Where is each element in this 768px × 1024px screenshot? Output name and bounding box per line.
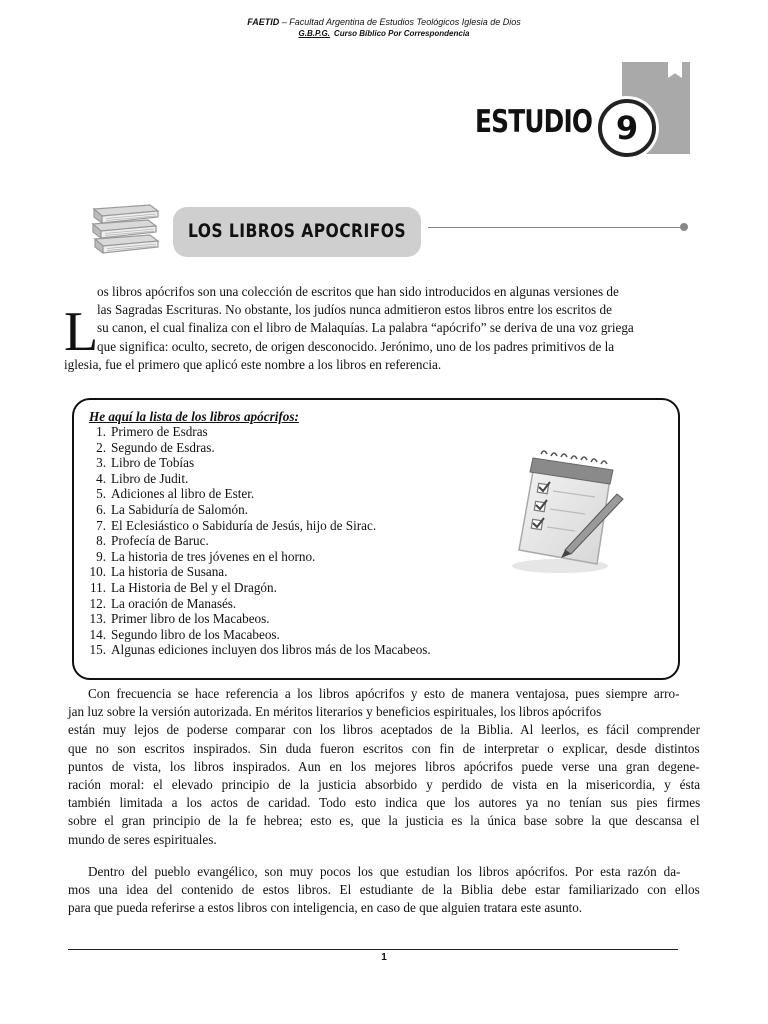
footer-rule — [68, 949, 678, 950]
list-item — [72, 533, 431, 549]
intro-line: os libros apócrifos son una colección de escritos que han sido introducidos en algunas versiones de — [97, 284, 619, 299]
header-org-rest: – Facultad Argentina de Estudios Teológicos Iglesia de Dios — [279, 17, 521, 27]
list-item — [72, 642, 431, 658]
apocrypha-list — [72, 424, 431, 658]
list-item-number: 9. — [96, 548, 106, 564]
list-item-number: 2. — [96, 439, 106, 455]
list-item — [72, 424, 431, 440]
list-item-text: Segundo de Esdras. — [111, 439, 215, 455]
list-item-text: Profecía de Baruc. — [111, 533, 209, 549]
list-item — [72, 455, 431, 471]
list-item-number: 1. — [96, 424, 106, 439]
header-course-name: Curso Bíblico Por Correspondencia — [333, 29, 470, 38]
intro-line: iglesia, fue el primero que aplicó este nombre a los libros en referencia. — [64, 356, 442, 372]
body-line: mos una idea del contenido de estos libros. El estudiante de la Biblia debe estar familiarizado con ellos — [68, 882, 700, 898]
drop-cap: L — [64, 301, 99, 363]
body-line: mundo de seres espirituales. — [68, 831, 217, 847]
body-line: también limitada a los actos de caridad. Todo esto indica que los autores ya no tenían sus pies firmes — [68, 795, 701, 811]
list-item-text: La historia de tres jóvenes en el horno. — [111, 548, 316, 564]
list-item-number: 14. — [89, 626, 106, 642]
section-title: LOS LIBROS APOCRIFOS — [188, 220, 407, 242]
body-line: Con frecuencia se hace referencia a los libros apócrifos y esto de manera ventajosa, pues siempre arro- — [88, 686, 680, 701]
list-item-text: Primero de Esdras — [111, 424, 208, 439]
body-line: están muy lejos de poderse comparar con los libros aceptados de la Biblia. Al leerlos, es fácil comprender — [68, 722, 700, 738]
header-course-code: G.B.P.G. — [298, 29, 330, 38]
list-item — [72, 486, 431, 502]
list-item-number: 4. — [96, 470, 106, 486]
list-item — [72, 627, 431, 643]
list-item-text: La Sabiduría de Salomón. — [111, 501, 248, 517]
checklist-notepad-icon — [505, 446, 625, 576]
header-course — [0, 29, 768, 38]
list-item-text: El Eclesiástico o Sabiduría de Jesús, hijo de Sirac. — [111, 517, 377, 533]
list-item-number: 5. — [96, 486, 106, 502]
list-item-text: La Historia de Bel y el Dragón. — [111, 579, 277, 595]
list-item-number: 7. — [96, 517, 106, 533]
list-item-number: 10. — [89, 564, 106, 580]
title-rule-dot — [680, 223, 688, 231]
page-number: 1 — [381, 952, 387, 963]
list-item-text: La oración de Manasés. — [111, 595, 237, 611]
list-item — [72, 580, 431, 596]
body-line: jan luz sobre la versión autorizada. En méritos literarios y beneficios espirituales, los libros apócrifos — [68, 704, 602, 720]
study-number: 9 — [615, 109, 639, 147]
body-paragraph-1 — [68, 685, 700, 849]
intro-line: las Sagradas Escrituras. No obstante, los judíos nunca admitieron estos libros entre los escritos de — [97, 302, 612, 318]
intro-paragraph — [64, 283, 699, 374]
intro-line: que significa: oculto, secreto, de origen desconocido. Jerónimo, uno de los padres primitivos de la — [97, 338, 615, 354]
intro-line: su canon, el cual finaliza con el libro de Malaquías. La palabra “apócrifo” se deriva de una voz griega — [97, 320, 634, 336]
list-item — [72, 518, 431, 534]
list-item — [72, 440, 431, 456]
stacked-books-icon — [90, 203, 160, 261]
body-line: Dentro del pueblo evangélico, son muy pocos los que estudian los libros apócrifos. Por esta razón da- — [88, 864, 681, 879]
list-item-text: Algunas ediciones incluyen dos libros más de los Macabeos. — [111, 642, 431, 658]
header-institution — [0, 17, 768, 27]
body-line: sobre el gran principio de la fe hebrea; esto es, que la justicia es la única base sobre la que descansa el — [68, 813, 700, 829]
list-item — [72, 471, 431, 487]
list-item — [72, 549, 431, 565]
list-title: He aquí la lista de los libros apócrifos: — [89, 409, 299, 424]
list-item — [72, 502, 431, 518]
body-paragraph-2 — [68, 863, 700, 918]
body-line: para que pueda referirse a estos libros con inteligencia, en caso de que alguien tratara este asunto. — [68, 900, 583, 916]
list-item — [72, 596, 431, 612]
body-line: ración moral: el elevado principio de la justicia absorbido y perdido de vista en la misericordia, y ésta — [68, 777, 701, 793]
body-line: puntos de vista, los libros inspirados. Aun en los mejores libros apócrifos puede verse una gran degene- — [68, 758, 700, 774]
header-org-name: FAETID — [247, 17, 280, 27]
study-label: ESTUDIO — [475, 104, 593, 140]
list-item-text: Adiciones al libro de Ester. — [111, 486, 255, 502]
list-item-number: 12. — [89, 595, 106, 611]
list-item-text: Segundo libro de los Macabeos. — [111, 626, 280, 642]
list-item-number: 13. — [89, 611, 106, 627]
list-item-number: 11. — [90, 579, 106, 595]
list-item — [72, 564, 431, 580]
list-item-text: Primer libro de los Macabeos. — [111, 611, 270, 627]
list-item-number: 8. — [96, 533, 106, 549]
bookmark-notch — [668, 62, 682, 78]
list-item-text: Libro de Tobías — [111, 455, 195, 471]
list-item — [72, 611, 431, 627]
body-line: que no son escritos inspirados. Sin duda fueron escritos con fin de interpretar o explicar, desde distintos — [68, 740, 700, 756]
list-item-number: 6. — [96, 501, 106, 517]
list-item-number: 15. — [89, 642, 106, 658]
list-item-text: Libro de Judit. — [111, 470, 189, 486]
study-number-badge — [598, 99, 656, 157]
title-rule-line — [428, 227, 684, 228]
list-item-text: La historia de Susana. — [111, 564, 228, 580]
list-item-number: 3. — [96, 455, 106, 471]
